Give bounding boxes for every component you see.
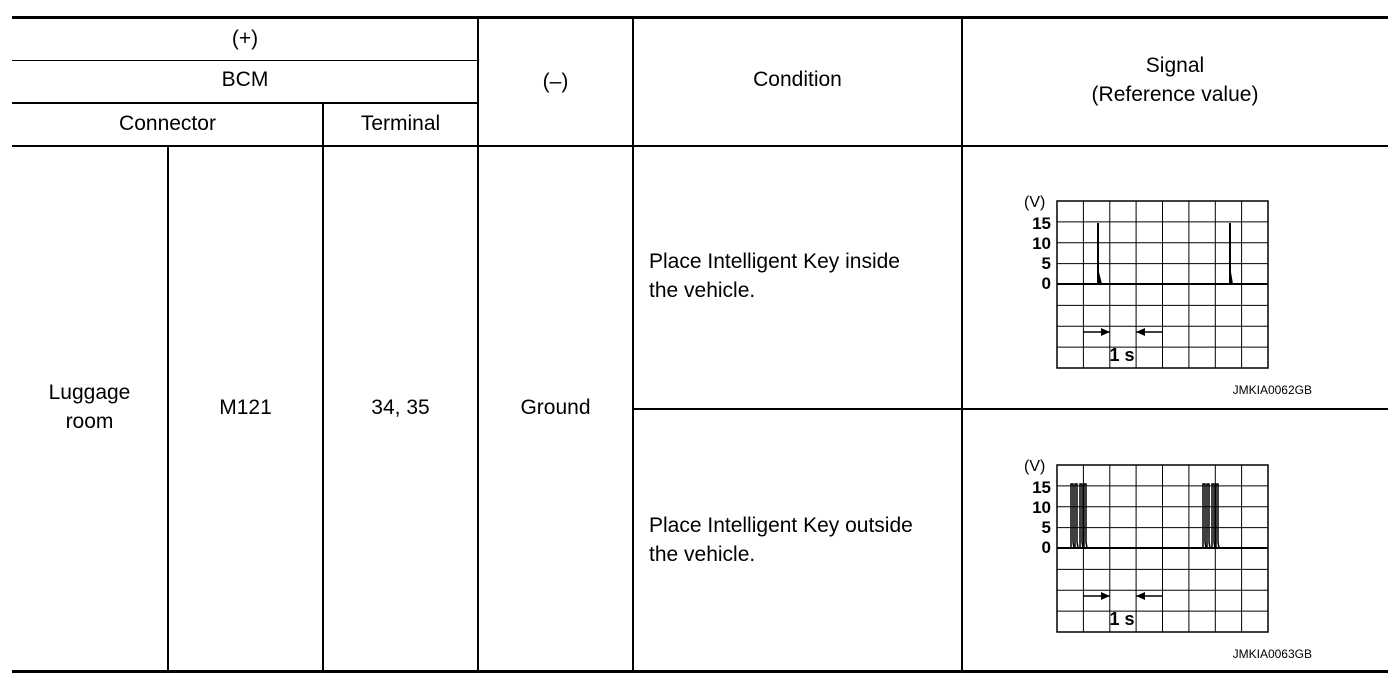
- rule-bcm-connector: [12, 102, 478, 104]
- waveform-outside-tick-0: 0: [1041, 538, 1051, 557]
- condition-inside-line2: the vehicle.: [649, 279, 756, 302]
- header-bcm: BCM: [221, 68, 269, 91]
- waveform-outside-tick-10: 10: [1032, 498, 1051, 517]
- waveform-inside-time-label: 1 s: [1109, 345, 1135, 365]
- condition-inside: [649, 247, 954, 305]
- location-line2: room: [65, 410, 114, 433]
- location-line1: Luggage: [48, 381, 131, 404]
- waveform-outside-tick-5: 5: [1041, 518, 1051, 537]
- connector-cell: M121: [219, 396, 272, 419]
- waveform-inside-pulse-2: [1229, 223, 1233, 284]
- waveform-outside-burst-2: [1203, 484, 1219, 548]
- header-connector: Connector: [119, 112, 216, 135]
- waveform-outside-unit: (V): [1024, 458, 1046, 475]
- waveform-outside: [1010, 446, 1340, 666]
- waveform-inside: [1010, 182, 1340, 402]
- location-cell: [12, 378, 167, 436]
- waveform-inside-tick-10: 10: [1032, 234, 1051, 253]
- terminal-cell: 34, 35: [371, 396, 430, 419]
- waveform-inside-unit: (V): [1024, 194, 1046, 211]
- header-signal-line2: (Reference value): [1091, 83, 1259, 106]
- condition-separator-rule: [632, 408, 1388, 410]
- waveform-inside-tick-0: 0: [1041, 274, 1051, 293]
- condition-outside: [649, 511, 954, 569]
- col-rule-condition: [961, 18, 963, 670]
- col-rule-connector: [322, 104, 324, 670]
- col-rule-minus: [632, 18, 634, 670]
- header-bottom-rule: [12, 145, 1388, 147]
- header-signal-line1: Signal: [1145, 54, 1205, 77]
- waveform-inside-tick-5: 5: [1041, 254, 1051, 273]
- waveform-outside-timescale: [1083, 592, 1162, 600]
- waveform-inside-timescale: [1083, 328, 1162, 336]
- condition-inside-line1: Place Intelligent Key inside: [649, 250, 900, 273]
- header-terminal: Terminal: [360, 112, 441, 135]
- table-top-rule: [12, 16, 1388, 19]
- waveform-outside-time-label: 1 s: [1109, 609, 1135, 629]
- waveform-inside-pulse-1: [1097, 223, 1102, 284]
- waveform-outside-burst-1: [1071, 484, 1087, 548]
- rule-plus-bcm: [12, 60, 478, 61]
- header-plus: (+): [231, 27, 259, 50]
- ground-cell: Ground: [520, 396, 591, 419]
- waveform-inside-code: JMKIA0062GB: [1232, 383, 1312, 397]
- waveform-outside-code: JMKIA0063GB: [1232, 647, 1312, 661]
- waveform-outside-tick-15: 15: [1032, 478, 1051, 497]
- condition-outside-line2: the vehicle.: [649, 543, 756, 566]
- header-condition: Condition: [753, 68, 842, 91]
- waveform-inside-tick-15: 15: [1032, 214, 1051, 233]
- table-bottom-rule: [12, 670, 1388, 673]
- condition-outside-line1: Place Intelligent Key outside: [649, 514, 913, 537]
- header-minus: (–): [542, 70, 569, 93]
- header-signal: [962, 51, 1388, 109]
